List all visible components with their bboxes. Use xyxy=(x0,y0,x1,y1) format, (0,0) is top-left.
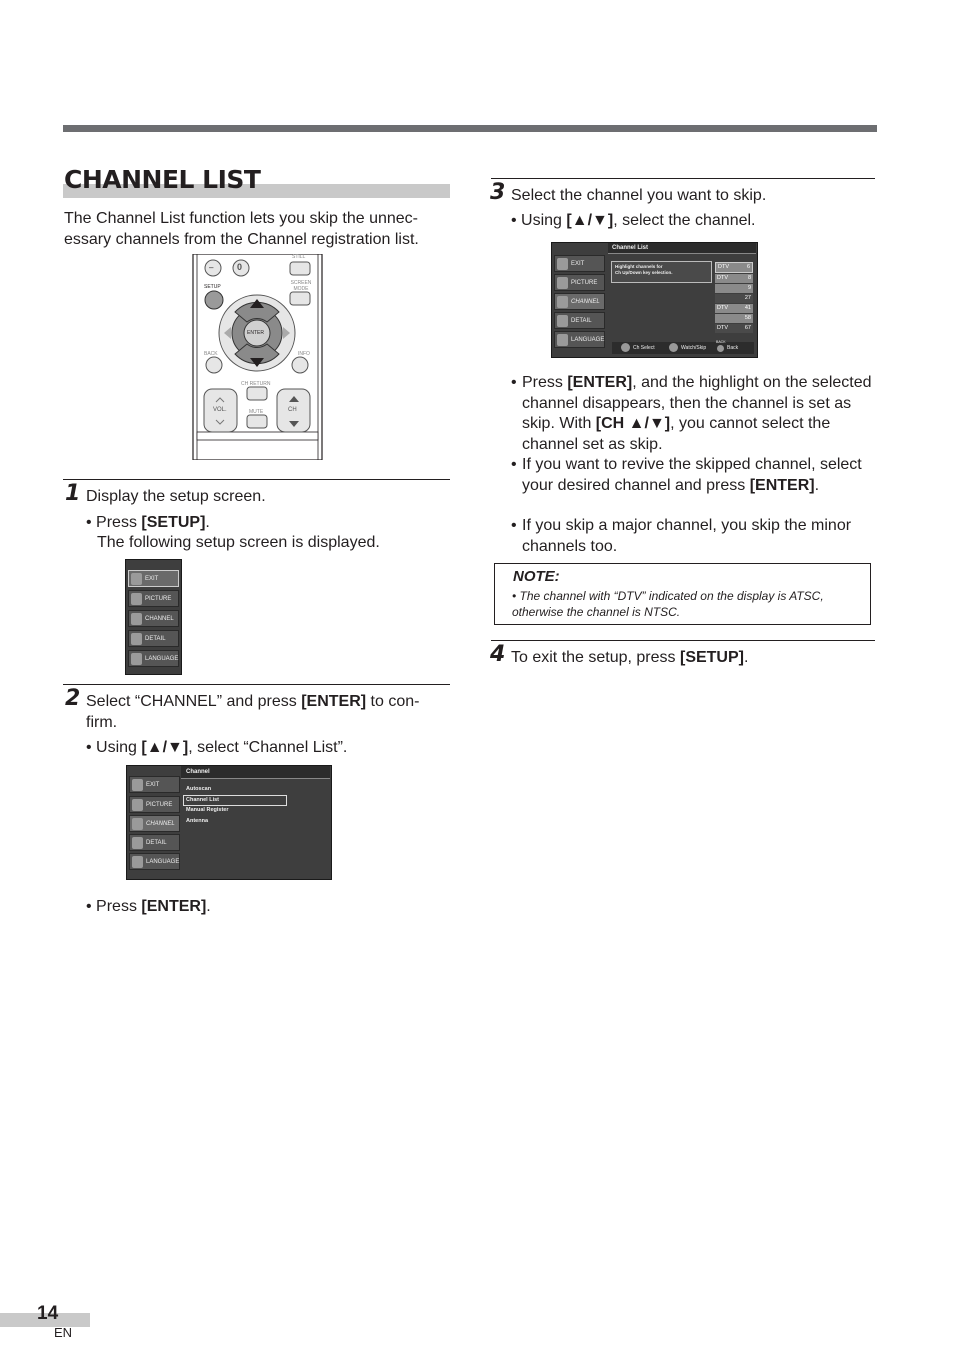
step4-rule xyxy=(491,640,875,641)
channel-menu-screen xyxy=(126,765,332,880)
footer-ch-select: Ch Select xyxy=(633,345,655,351)
menu-item-picture: PICTURE xyxy=(129,796,180,813)
step3-rule xyxy=(491,178,875,179)
channel-icon xyxy=(132,818,143,830)
step3-number: 3 xyxy=(490,180,506,205)
menu-item-channel: CHANNEL xyxy=(128,610,179,627)
step3-b3: If you skip a major channel, you skip the minor channels too. xyxy=(522,517,852,555)
remote-back-label: BACK xyxy=(204,351,218,357)
footer-back-small: BACK xyxy=(716,340,726,344)
step1-number: 1 xyxy=(65,481,81,506)
menu-item-language: LANGUAGE xyxy=(128,650,179,667)
remote-illustration xyxy=(191,254,324,460)
step3-b2: If you want to revive the skipped channel, select your desired channel and press [ENTER]. xyxy=(522,456,862,494)
remote-setup-label: SETUP xyxy=(204,284,221,290)
menu-item-picture: PICTURE xyxy=(128,590,179,607)
step3-b2-dot: • xyxy=(511,456,517,473)
step3-text: Select the channel you want to skip. xyxy=(511,187,767,204)
channel-list-title: Channel List xyxy=(612,245,649,251)
picture-icon xyxy=(131,593,142,605)
step1-bullet: • Press [SETUP]. xyxy=(86,514,210,531)
header-bar xyxy=(63,125,877,132)
channel-rows xyxy=(715,262,753,334)
step2-press: • Press [ENTER]. xyxy=(86,898,211,915)
channel-item-antenna: Antenna xyxy=(186,818,208,824)
footer-watch-skip: Watch/Skip xyxy=(681,345,707,351)
channel-row: 58 xyxy=(715,314,753,323)
exit-icon xyxy=(131,573,142,585)
step4-number: 4 xyxy=(490,642,506,667)
menu-item-exit: EXIT xyxy=(128,570,179,587)
channel-item-autoscan: Autoscan xyxy=(186,786,212,792)
language-icon xyxy=(132,856,143,868)
channel-icon xyxy=(557,296,568,308)
step2-bullet: • Using [▲/▼], select “Channel List”. xyxy=(86,739,348,756)
language-icon xyxy=(131,653,142,665)
step2-rule xyxy=(63,684,450,685)
remote-screen-mode-label: SCREEN MODE xyxy=(290,280,312,292)
detail-icon xyxy=(132,837,143,849)
hint-line-1: Highlight channels for xyxy=(615,264,663,269)
channel-row: DTV 41 xyxy=(717,305,751,311)
remote-zero-label: 0 xyxy=(237,262,243,272)
step4-text: To exit the setup, press [SETUP]. xyxy=(511,649,749,666)
menu-item-exit: EXIT xyxy=(129,776,180,793)
remote-ch-label: CH xyxy=(288,407,297,413)
channel-list-screen xyxy=(551,242,758,358)
step2-number: 2 xyxy=(65,686,81,711)
remote-vol-label: VOL. xyxy=(213,407,227,413)
step3-b1: Press [ENTER], and the highlight on the selected channel disappears, then the channel is set as skip. With [CH ▲/▼], you cannot select the channel set as skip. xyxy=(522,374,872,453)
channel-row: 9 xyxy=(715,284,753,293)
step3-bullet: • Using [▲/▼], select the channel. xyxy=(511,212,756,229)
menu-item-channel: CHANNEL xyxy=(554,293,605,310)
detail-icon xyxy=(131,633,142,645)
step1-rule xyxy=(63,479,450,480)
step3-b3-dot: • xyxy=(511,517,517,534)
channel-item-channel-list: Channel List xyxy=(186,797,220,803)
page-language: EN xyxy=(54,1325,73,1340)
channel-row: DTV 6 xyxy=(715,262,753,273)
hint-line-2: Ch Up/Down key selection. xyxy=(615,270,673,275)
channel-icon xyxy=(131,613,142,625)
dpad-icon xyxy=(621,343,630,352)
exit-icon xyxy=(132,779,143,791)
picture-icon xyxy=(557,277,568,289)
step3-b1-dot: • xyxy=(511,374,517,391)
note-text: • The channel with “DTV” indicated on the display is ATSC, otherwise the channel is NTSC. xyxy=(512,589,824,619)
channel-row: DTV 8 xyxy=(717,275,751,281)
exit-icon xyxy=(557,258,568,270)
channel-row: DTV 67 xyxy=(717,325,751,331)
menu-item-exit: EXIT xyxy=(554,255,605,272)
footer-back: Back xyxy=(727,345,739,351)
channel-row: 27 xyxy=(715,294,753,303)
remote-enter-label: ENTER xyxy=(247,330,264,336)
channel-panel-title: Channel xyxy=(186,769,210,775)
menu-item-language: LANGUAGE xyxy=(554,331,605,348)
remote-mute-label: MUTE xyxy=(249,409,264,415)
menu-item-detail: DETAIL xyxy=(129,834,180,851)
step2-text: Select “CHANNEL” and press [ENTER] to con-firm. xyxy=(86,693,420,731)
remote-still-label: STILL xyxy=(292,254,306,260)
remote-info-label: INFO xyxy=(298,351,310,357)
remote-minus-label: – xyxy=(209,263,214,272)
note-heading: NOTE: xyxy=(513,568,560,585)
page-number: 14 xyxy=(37,1303,59,1324)
step1-sub: The following setup screen is displayed. xyxy=(97,534,380,551)
page-title: CHANNEL LIST xyxy=(64,165,261,194)
intro-text: The Channel List function lets you skip the unnec-essary channels from the Channel registration list. xyxy=(64,210,419,248)
menu-item-detail: DETAIL xyxy=(128,630,179,647)
menu-item-detail: DETAIL xyxy=(554,312,605,329)
menu-item-channel: CHANNEL xyxy=(129,815,180,832)
back-icon xyxy=(717,345,724,352)
setup-menu-screen xyxy=(125,559,182,675)
detail-icon xyxy=(557,315,568,327)
menu-item-picture: PICTURE xyxy=(554,274,605,291)
channel-item-manual-register: Manual Register xyxy=(186,807,229,813)
language-icon xyxy=(557,334,568,346)
enter-icon xyxy=(669,343,678,352)
remote-ch-return-label: CH RETURN xyxy=(241,381,271,387)
menu-item-language: LANGUAGE xyxy=(129,853,180,870)
step1-text: Display the setup screen. xyxy=(86,488,266,505)
picture-icon xyxy=(132,799,143,811)
